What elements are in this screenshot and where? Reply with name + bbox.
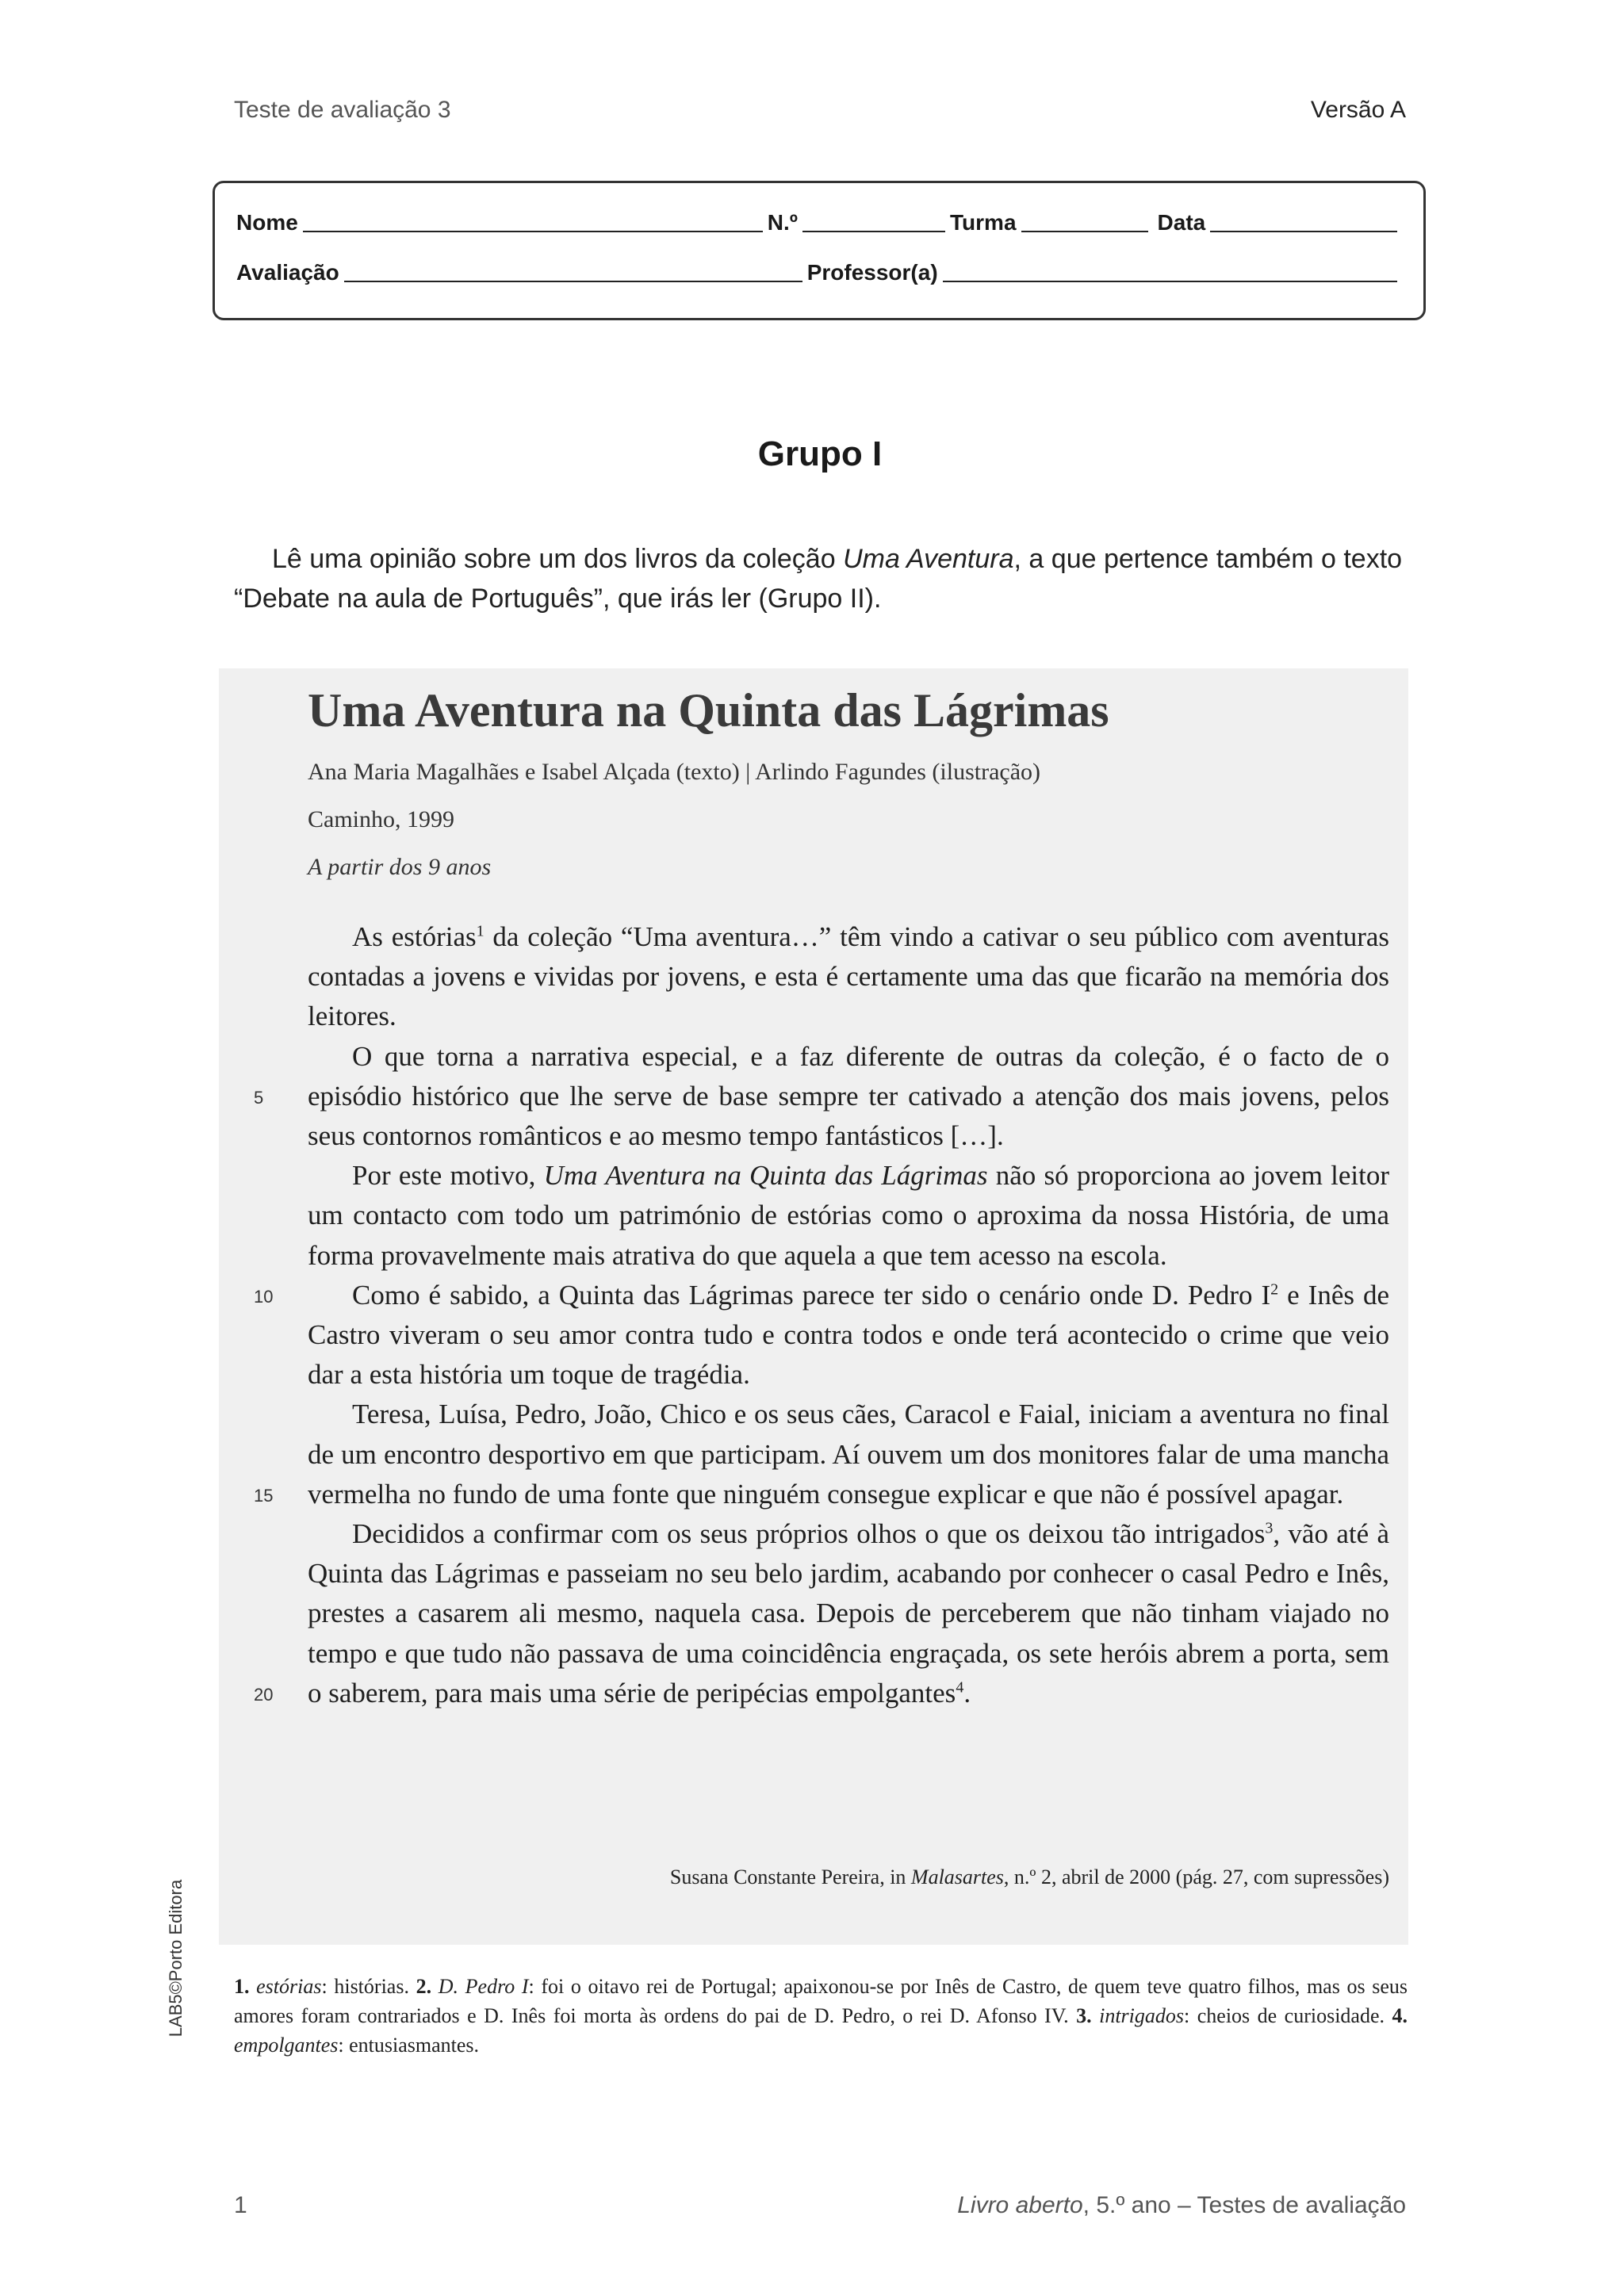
class-label: Turma	[950, 210, 1017, 235]
page-number: 1	[234, 2192, 247, 2218]
number-field[interactable]	[802, 207, 945, 232]
footnotes	[234, 1972, 1408, 2060]
footnote-ref: 4	[956, 1678, 964, 1697]
footnote-number: 2.	[416, 1975, 432, 1998]
class-field[interactable]	[1021, 207, 1148, 232]
footnote-definition: : entusiasmantes.	[338, 2034, 480, 2057]
footer-book-title	[957, 2192, 1406, 2219]
paragraph-text: , vão até à Quinta das Lágrimas e passeiam no seu belo jardim, acabando por conhecer o casal Pedro e Inês, prestes a casarem ali mesmo, naquela casa. Depois de perceberem que não tinham viajado no tempo e que tudo não passava de uma coincidência engraçada, os sete heróis abrem a porta, sem o saberem, para mais uma série de peripécias empolgantes	[308, 1518, 1389, 1709]
paragraph-text: Teresa, Luísa, Pedro, João, Chico e os seus cães, Caracol e Faial, iniciam a aventura no final de um encontro desportivo em que participam. Aí ouvem um dos monitores falar de uma mancha vermelha no fundo de uma fonte que ninguém consegue explicar e que não é possível apagar.	[308, 1399, 1389, 1510]
footnote-number: 4.	[1392, 2004, 1408, 2027]
line-number: 5	[254, 1088, 264, 1108]
intro-text-1: Lê uma opinião sobre um dos livros da coleção	[272, 544, 844, 574]
evaluation-label: Avaliação	[236, 260, 339, 285]
student-info-row-2	[236, 257, 1402, 285]
student-info-row-1	[236, 207, 1402, 235]
book-title: Uma Aventura na Quinta das Lágrimas	[308, 684, 1109, 737]
footnote-term: D. Pedro I	[438, 1975, 529, 1998]
teacher-label: Professor(a)	[806, 260, 938, 285]
number-label: N.º	[767, 210, 799, 235]
footnote-definition: : cheios de curiosidade.	[1184, 2004, 1385, 2027]
review-source	[670, 1866, 1389, 1889]
footnote-ref: 1	[476, 922, 485, 940]
review-body	[308, 917, 1389, 1713]
name-label: Nome	[236, 210, 298, 235]
source-magazine: Malasartes	[910, 1866, 1004, 1888]
paragraph-text: não só proporciona ao jovem leitor um contacto com todo um património de estórias como o aproxima da nossa História, de uma forma provavelmente mais atrativa do que aquela a que tem acesso na escola.	[308, 1160, 1389, 1271]
date-field[interactable]	[1210, 207, 1397, 232]
footnote-number: 3.	[1076, 2004, 1092, 2027]
header-test-title: Teste de avaliação 3	[234, 97, 451, 123]
publisher-side-label: LAB5©Porto Editora	[166, 1879, 186, 2038]
review-paragraph	[308, 1037, 1389, 1157]
review-paragraph	[308, 1156, 1389, 1276]
review-paragraph	[308, 1276, 1389, 1395]
paragraph-text: O que torna a narrativa especial, e a faz diferente de outras da coleção, é o facto de o episódio histórico que lhe serve de base sempre ter cativado a atenção dos mais jovens, pelos seus contornos românticos e ao mesmo tempo fantásticos […].	[308, 1040, 1389, 1152]
footnote-definition: : histórias.	[321, 1975, 409, 1998]
review-paragraph	[308, 917, 1389, 1037]
footer-book-name: Livro aberto	[957, 2192, 1083, 2218]
review-paragraph	[308, 1395, 1389, 1514]
paragraph-text: As estórias	[352, 921, 477, 952]
book-authors: Ana Maria Magalhães e Isabel Alçada (texto) | Arlindo Fagundes (ilustração)	[308, 759, 1041, 785]
book-publisher: Caminho, 1999	[308, 806, 454, 832]
footnote-ref: 3	[1265, 1519, 1274, 1537]
footnote-term: empolgantes	[234, 2034, 339, 2057]
group-title: Grupo I	[757, 434, 883, 473]
intro-text-2: , a que pertence também o texto “Debate na aula de Português”, que irás ler (Grupo II).	[234, 544, 1403, 614]
intro-paragraph	[234, 539, 1408, 618]
student-info-box	[213, 181, 1426, 320]
evaluation-field[interactable]	[344, 257, 802, 282]
book-age: A partir dos 9 anos	[308, 854, 492, 880]
footnote-term: estórias	[256, 1975, 322, 1998]
source-text: , n.º 2, abril de 2000 (pág. 27, com supressões)	[1003, 1866, 1389, 1888]
footnote-definition: : foi o oitavo rei de Portugal; apaixonou-se por Inês de Castro, de quem teve quatro filhos, mas os seus amores foram contrariados e D. Inês foi morta às ordens do pai de D. Pedro, o rei D. Afonso IV.	[234, 1975, 1408, 2027]
source-text: Susana Constante Pereira, in	[669, 1866, 911, 1888]
paragraph-text: Decididos a confirmar com os seus próprios olhos o que os deixou tão intrigados	[352, 1518, 1266, 1550]
paragraph-text: e Inês de Castro viveram o seu amor contra tudo e contra todos e onde terá acontecido o crime que veio dar a esta história um toque de tragédia.	[308, 1279, 1389, 1391]
review-paragraph	[308, 1514, 1389, 1713]
paragraph-text: Como é sabido, a Quinta das Lágrimas parece ter sido o cenário onde D. Pedro I	[352, 1279, 1271, 1311]
book-title-inline: Uma Aventura na Quinta das Lágrimas	[543, 1160, 988, 1192]
line-number: 15	[254, 1486, 274, 1506]
teacher-field[interactable]	[943, 257, 1397, 282]
line-number: 10	[254, 1287, 274, 1307]
line-number: 20	[254, 1685, 274, 1705]
header-version: Versão A	[1310, 97, 1406, 123]
intro-collection-name: Uma Aventura	[843, 544, 1014, 574]
paragraph-text: da coleção “Uma aventura…” têm vindo a cativar o seu público com aventuras contadas a jovens e vividas por jovens, e esta é certamente uma das que ficarão na memória dos leitores.	[308, 921, 1390, 1032]
date-label: Data	[1157, 210, 1206, 235]
paragraph-text: .	[963, 1677, 971, 1709]
name-field[interactable]	[303, 207, 763, 232]
footer-subtitle: , 5.º ano – Testes de avaliação	[1082, 2192, 1406, 2218]
footnote-number: 1.	[234, 1975, 250, 1998]
footnote-ref: 2	[1270, 1280, 1279, 1299]
paragraph-text: Por este motivo,	[352, 1160, 544, 1192]
footnote-term: intrigados	[1099, 2004, 1185, 2027]
